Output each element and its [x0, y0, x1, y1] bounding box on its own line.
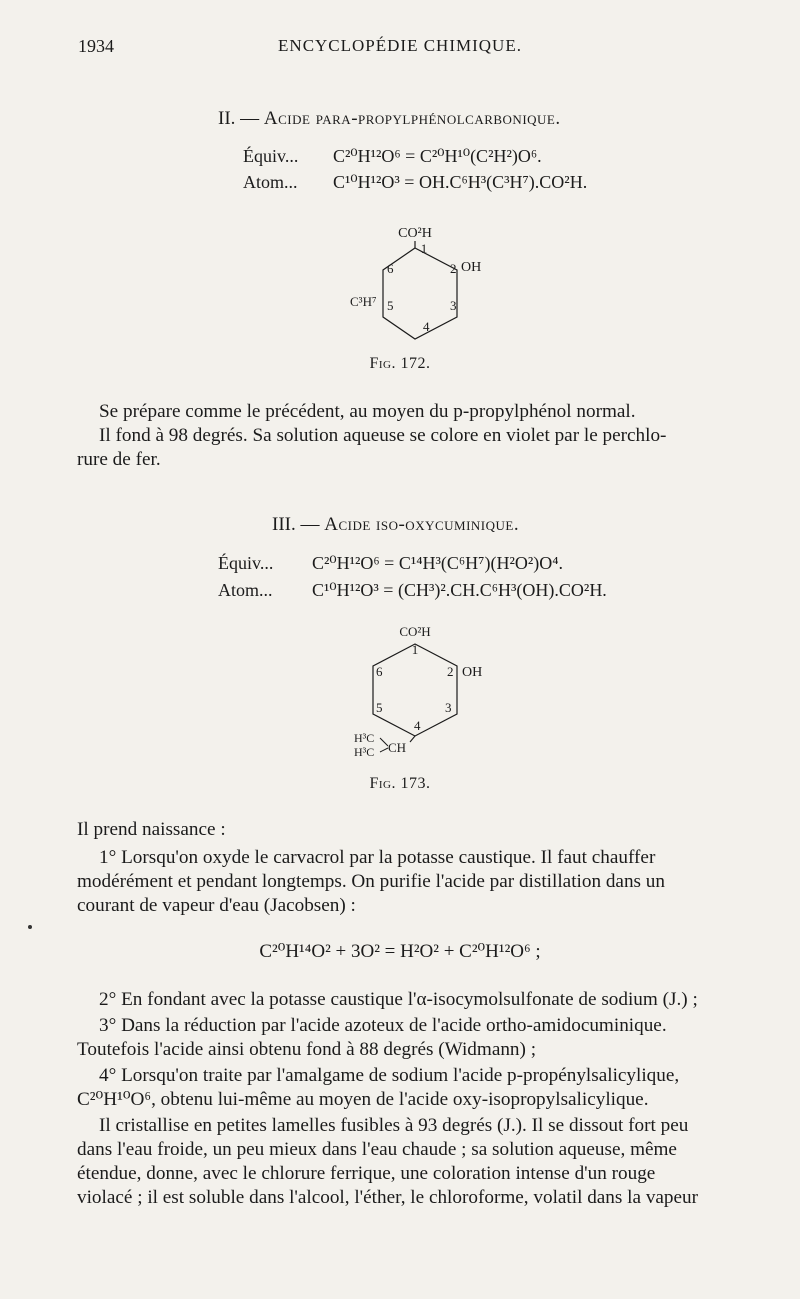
- section-2-title: Acide para-propylphénolcarbonique.: [263, 108, 561, 129]
- position-6: 6: [376, 664, 383, 679]
- section-2-numeral: II. —: [218, 108, 260, 129]
- methyl-group-1: H³C: [354, 731, 375, 745]
- top-group-label: CO²H: [399, 624, 431, 639]
- paragraph-line: Il cristallise en petites lamelles fusibles à 93 degrés (J.). Il se dissout fort peu: [99, 1115, 689, 1136]
- position-6: 6: [387, 261, 394, 276]
- section-2-equiv-label: Équiv...: [243, 146, 299, 166]
- margin-mark: [28, 925, 32, 929]
- section-2-heading: [218, 108, 561, 130]
- section-2-paragraph: [77, 400, 765, 472]
- paragraph-line: Il prend naissance :: [77, 819, 226, 840]
- ring-hexagon: [383, 248, 457, 339]
- position-3: 3: [450, 298, 457, 313]
- paragraph-line: 3° Dans la réduction par l'acide azoteux de l'acide ortho-amidocuminique.: [99, 1015, 667, 1036]
- paragraph-line: étendue, donne, avec le chlorure ferrique, une coloration intense d'un rouge: [77, 1163, 656, 1184]
- position-4: 4: [423, 319, 430, 334]
- bond-line: [380, 738, 388, 746]
- item-3-paragraph: [77, 1014, 765, 1062]
- position-2: 2: [450, 261, 457, 276]
- figure-173-caption: Fig. 173.: [369, 775, 431, 792]
- intro-paragraph: [77, 818, 765, 842]
- section-3-atom-formula: C¹⁰H¹²O³ = (CH³)².CH.C⁶H³(OH).CO²H.: [312, 580, 607, 600]
- paragraph-line: Il fond à 98 degrés. Sa solution aqueuse se colore en violet par le perchlo-: [99, 425, 667, 446]
- reaction-equation: C²⁰H¹⁴O² + 3O² = H²O² + C²⁰H¹²O⁶ ;: [259, 941, 541, 962]
- section-3-atom-label: Atom...: [218, 580, 273, 600]
- position-3: 3: [445, 700, 452, 715]
- item-4-paragraph: [77, 1064, 765, 1112]
- benzene-ring-diagram-173: [340, 620, 510, 770]
- top-group-label: CO²H: [398, 226, 432, 241]
- methyl-group-2: H³C: [354, 745, 375, 759]
- paragraph-line: Se prépare comme le précédent, au moyen du p-propylphénol normal.: [99, 401, 636, 422]
- section-3-heading: [272, 514, 519, 536]
- section-2-equiv-formula: C²⁰H¹²O⁶ = C²⁰H¹⁰(C²H²)O⁶.: [333, 146, 542, 166]
- position-1: 1: [420, 241, 428, 256]
- paragraph-line: 1° Lorsqu'on oxyde le carvacrol par la potasse caustique. Il faut chauffer: [99, 847, 656, 868]
- item-2-paragraph: [77, 988, 765, 1012]
- item-1-paragraph: [77, 846, 765, 918]
- bond-line: [380, 748, 388, 752]
- paragraph-line: courant de vapeur d'eau (Jacobsen) :: [77, 895, 356, 916]
- paragraph-line: 2° En fondant avec la potasse caustique l'α-isocymolsulfonate de sodium (J.) ;: [99, 989, 698, 1010]
- paragraph-line: rure de fer.: [77, 449, 161, 470]
- section-3-equiv-label: Équiv...: [218, 553, 274, 573]
- paragraph-line: Toutefois l'acide ainsi obtenu fond à 88 degrés (Widmann) ;: [77, 1039, 537, 1060]
- benzene-ring-diagram-172: [330, 215, 500, 355]
- ch-group-label: CH: [388, 740, 407, 755]
- paragraph-line: violacé ; il est soluble dans l'alcool, l'éther, le chloroforme, volatil dans la vapeur: [77, 1187, 699, 1208]
- paragraph-line: modérément et pendant longtemps. On purifie l'acide par distillation dans un: [77, 871, 665, 892]
- paragraph-line: dans l'eau froide, un peu mieux dans l'eau chaude ; sa solution aqueuse, même: [77, 1139, 677, 1160]
- side-group-label: OH: [462, 665, 483, 680]
- closing-paragraph: [77, 1114, 765, 1210]
- section-3-numeral: III. —: [272, 514, 320, 535]
- bond-line: [410, 736, 415, 742]
- side-group-label: OH: [461, 260, 482, 275]
- figure-172-caption: Fig. 172.: [369, 355, 431, 372]
- section-3-title: Acide iso-oxycuminique.: [324, 514, 520, 535]
- position-1: 1: [411, 642, 419, 657]
- section-2-atom-label: Atom...: [243, 172, 298, 192]
- position-4: 4: [414, 718, 421, 733]
- page-number: 1934: [78, 36, 114, 56]
- paragraph-line: C²⁰H¹⁰O⁶, obtenu lui-même au moyen de l'acide oxy-isopropylsalicylique.: [77, 1089, 649, 1110]
- left-group-label: C³H⁷: [350, 294, 377, 309]
- paragraph-line: 4° Lorsqu'on traite par l'amalgame de sodium l'acide p-propénylsalicylique,: [99, 1065, 680, 1086]
- position-2: 2: [447, 664, 454, 679]
- position-5: 5: [387, 298, 394, 313]
- running-title: ENCYCLOPÉDIE CHIMIQUE.: [278, 36, 522, 55]
- position-5: 5: [376, 700, 383, 715]
- section-2-atom-formula: C¹⁰H¹²O³ = OH.C⁶H³(C³H⁷).CO²H.: [333, 172, 588, 192]
- section-3-equiv-formula: C²⁰H¹²O⁶ = C¹⁴H³(C⁶H⁷)(H²O²)O⁴.: [312, 553, 564, 573]
